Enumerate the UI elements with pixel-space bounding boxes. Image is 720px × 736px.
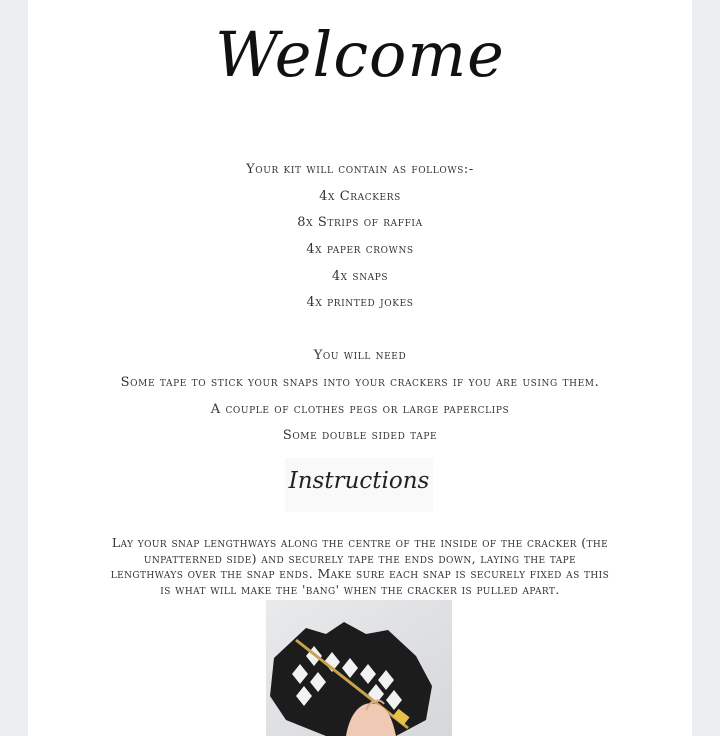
welcome-heading: Welcome [215, 18, 505, 91]
kit-item: 8x Strips of raffia [297, 215, 423, 230]
need-item: A couple of clothes pegs or large paperclips [210, 402, 510, 417]
instruction-paragraph: Lay your snap lengthways along the centre of the inside of the cracker (the unpatterned side) and securely tape the ends down, laying the tape lengthways over the snap ends. Make sure each snap is securely fixed as this is what will make the 'bang' when the cracker is pulled apart. [110, 535, 610, 597]
kit-item: 4x printed jokes [306, 295, 414, 310]
kit-item: 4x Crackers [319, 189, 401, 204]
document-page [28, 0, 692, 736]
need-item: Some tape to stick your snaps into your crackers if you are using them. [120, 375, 600, 390]
kit-intro: Your kit will contain as follows:- [246, 162, 474, 177]
cracker-photo [266, 600, 452, 736]
kit-item: 4x snaps [331, 269, 389, 284]
kit-item: 4x paper crowns [306, 242, 414, 257]
need-item: Some double sided tape [282, 428, 438, 443]
instructions-title: Instructions [288, 468, 430, 494]
instructions-banner [285, 458, 433, 512]
need-title: You will need [313, 348, 407, 363]
